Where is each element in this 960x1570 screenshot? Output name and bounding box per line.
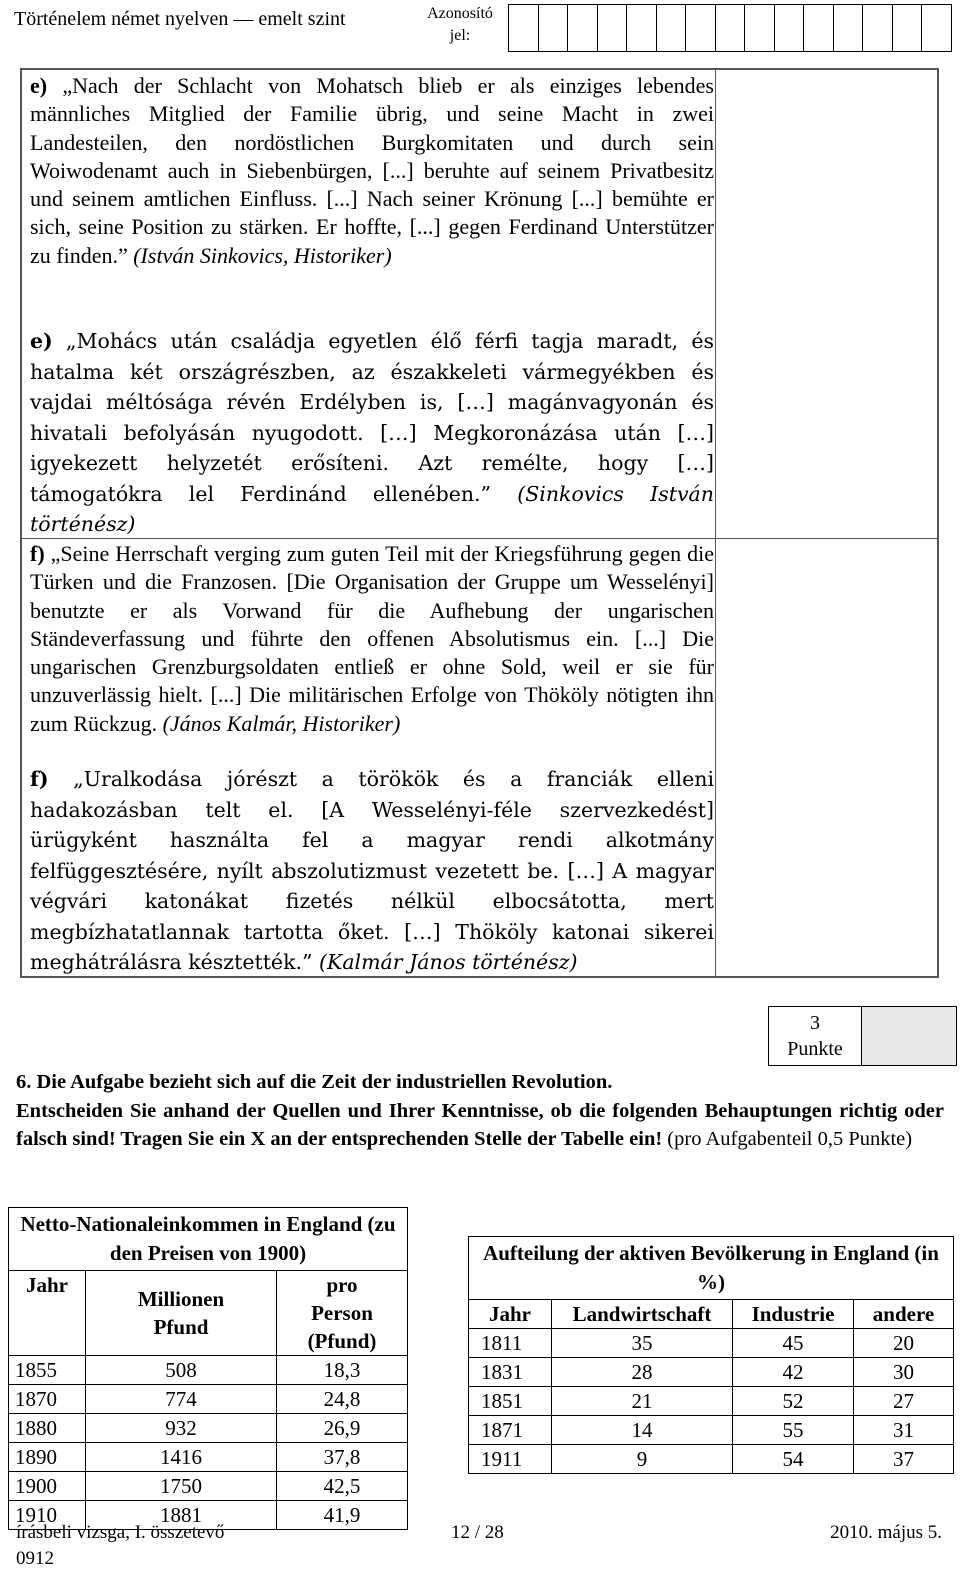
footer-date: 2010. május 5. — [830, 1522, 942, 1543]
task-note: (pro Aufgabenteil 0,5 Punkte) — [662, 1128, 913, 1150]
table-row — [9, 1385, 408, 1414]
cell-industry: 45 — [733, 1329, 854, 1358]
cell-year: 1831 — [469, 1358, 552, 1387]
cell-agriculture: 14 — [552, 1416, 733, 1445]
source-letter: f) — [30, 541, 45, 566]
id-box[interactable] — [598, 5, 628, 51]
cell-millions: 1750 — [86, 1472, 277, 1501]
id-box[interactable] — [568, 5, 598, 51]
cell-year: 1900 — [9, 1472, 86, 1501]
cell-industry: 54 — [733, 1445, 854, 1474]
id-code-boxes[interactable] — [508, 4, 952, 52]
footer-code: 0912 — [16, 1548, 54, 1569]
id-box[interactable] — [745, 5, 775, 51]
source-letter: e) — [30, 73, 48, 98]
id-box[interactable] — [804, 5, 834, 51]
id-box[interactable] — [834, 5, 864, 51]
id-box[interactable] — [716, 5, 746, 51]
cell-millions: 1881 — [86, 1501, 277, 1530]
column-header: pro Person (Pfund) — [277, 1271, 408, 1356]
source-e-hungarian — [30, 326, 714, 540]
table-row — [9, 1414, 408, 1443]
table-row — [469, 1416, 954, 1445]
id-box[interactable] — [539, 5, 569, 51]
cell-year: 1871 — [469, 1416, 552, 1445]
task-instruction: Entscheiden Sie anhand der Quellen und Ihrer Kenntnisse, ob die folgenden Behauptungen richtig oder falsch sind! Tragen Sie ein X an der entsprechenden Stelle der Tabelle ein! — [16, 1099, 944, 1150]
source-text: „Uralkodása jórészt a törökök és a franciák elleni hadakozásban telt el. [A Wesselényi-féle szervezkedést] ürügyként használta fel a magyar rendi alkotmány felfüggesztésére, nyílt abszolutizmust vezetett be. […] A magyar végvári katonákat fizetés nélkül elbocsátotta, mert megbízhatatlannak tartotta őket. […] Thököly katonai sikerei meghátrálásra késztették.” — [30, 767, 714, 974]
column-header: andere — [854, 1300, 954, 1329]
cell-year: 1870 — [9, 1385, 86, 1414]
points-unit: Punkte — [787, 1038, 843, 1060]
cell-other: 31 — [854, 1416, 954, 1445]
cell-year: 1911 — [469, 1445, 552, 1474]
cell-agriculture: 21 — [552, 1387, 733, 1416]
source-attribution: (János Kalmár, Historiker) — [162, 710, 401, 736]
income-table — [8, 1207, 408, 1530]
cell-year: 1890 — [9, 1443, 86, 1472]
population-table — [468, 1236, 954, 1474]
id-box[interactable] — [627, 5, 657, 51]
points-value: 3 — [810, 1012, 820, 1034]
source-attribution: (István Sinkovics, Historiker) — [133, 242, 392, 268]
cell-per-person: 18,3 — [277, 1356, 408, 1385]
cell-industry: 42 — [733, 1358, 854, 1387]
points-box — [768, 1006, 957, 1066]
table-row — [469, 1387, 954, 1416]
cell-agriculture: 35 — [552, 1329, 733, 1358]
source-letter: f) — [30, 767, 49, 791]
source-text: „Seine Herrschaft verging zum guten Teil mit der Kriegsführung gegen die Türken und die Franzosen. [Die Organisation der Gruppe um Wesselényi] benutzte er als Vorwand für die Aufhebung der ungarischen Ständeverfassung und führte den offenen Absolutismus ein. [...] Die ungarischen Grenzburgsoldaten entließ er ohne Sold, weil er sie für unzuverlässig hielt. [...] Die militärischen Erfolge von Thököly nötigten ihn zum Rückzug. — [30, 541, 714, 736]
footer-exam-label: írásbeli vizsga, I. összetevő — [16, 1522, 225, 1543]
points-score-field[interactable] — [862, 1007, 956, 1065]
cell-per-person: 42,5 — [277, 1472, 408, 1501]
cell-per-person: 24,8 — [277, 1385, 408, 1414]
source-f-hungarian — [30, 764, 714, 978]
id-box[interactable] — [893, 5, 923, 51]
table-caption: Netto-Nationaleinkommen in England (zu den Preisen von 1900) — [9, 1208, 408, 1271]
column-header: Jahr — [9, 1271, 86, 1356]
row-divider — [22, 538, 937, 539]
source-text: „Nach der Schlacht von Mohatsch blieb er als einziges lebendes männliches Mitglied der Familie übrig, und seine Macht in zwei Landesteilen, den nordöstlichen Burgkomitaten und durch sein Woiwodenamt auch in Siebenbürgen, [...] beruhte auf seinem Privatbesitz und seinem amtlichen Einfluss. [...] Nach seiner Krönung [...] bemühte er sich, seine Position zu stärken. Er hoffte, [...] gegen Ferdinand Unterstützer zu finden.” — [30, 73, 714, 268]
table-row — [469, 1445, 954, 1474]
cell-millions: 1416 — [86, 1443, 277, 1472]
task-description — [16, 1068, 944, 1154]
cell-other: 27 — [854, 1387, 954, 1416]
table-row — [9, 1472, 408, 1501]
footer-page-number: 12 / 28 — [451, 1522, 504, 1543]
column-header: Millionen Pfund — [86, 1271, 277, 1356]
table-row — [469, 1329, 954, 1358]
id-box[interactable] — [509, 5, 539, 51]
source-text: „Mohács után családja egyetlen élő férfi tagja maradt, és hatalma két országrészben, az északkeleti vármegyékben és vajdai méltósága révén Erdélyben is, […] magánvagyonán és hivatali befolyásán nyugodott. […] Megkoronázása után […] igyekezett helyzetét erősíteni. Azt remélte, hogy […] támogatókra lel Ferdinánd ellenében.” — [30, 329, 714, 506]
cell-per-person: 37,8 — [277, 1443, 408, 1472]
table-row — [9, 1443, 408, 1472]
cell-other: 20 — [854, 1329, 954, 1358]
cell-millions: 508 — [86, 1356, 277, 1385]
id-box[interactable] — [922, 5, 952, 51]
cell-other: 30 — [854, 1358, 954, 1387]
id-label-line2: jel: — [449, 27, 471, 44]
cell-industry: 52 — [733, 1387, 854, 1416]
id-label — [418, 3, 502, 47]
cell-year: 1880 — [9, 1414, 86, 1443]
id-box[interactable] — [775, 5, 805, 51]
cell-millions: 932 — [86, 1414, 277, 1443]
column-header: Industrie — [733, 1300, 854, 1329]
points-label — [769, 1007, 862, 1065]
cell-agriculture: 9 — [552, 1445, 733, 1474]
column-header: Landwirtschaft — [552, 1300, 733, 1329]
table-caption: Aufteilung der aktiven Bevölkerung in England (in %) — [469, 1237, 954, 1300]
cell-millions: 774 — [86, 1385, 277, 1414]
cell-year: 1910 — [9, 1501, 86, 1530]
cell-year: 1851 — [469, 1387, 552, 1416]
cell-other: 37 — [854, 1445, 954, 1474]
source-f-german — [30, 540, 714, 738]
id-box[interactable] — [686, 5, 716, 51]
source-attribution: (Kalmár János történész) — [319, 950, 578, 974]
task-instruction-block — [16, 1097, 944, 1154]
column-divider — [715, 70, 716, 976]
cell-year: 1855 — [9, 1356, 86, 1385]
id-box[interactable] — [863, 5, 893, 51]
cell-year: 1811 — [469, 1329, 552, 1358]
id-label-line1: Azonosító — [427, 5, 493, 22]
cell-agriculture: 28 — [552, 1358, 733, 1387]
cell-per-person: 26,9 — [277, 1414, 408, 1443]
table-row — [469, 1358, 954, 1387]
cell-industry: 55 — [733, 1416, 854, 1445]
column-header: Jahr — [469, 1300, 552, 1329]
table-row — [9, 1356, 408, 1385]
task-title: 6. Die Aufgabe bezieht sich auf die Zeit der industriellen Revolution. — [16, 1071, 613, 1093]
source-attribution: (Sinkovics István történész) — [30, 481, 714, 536]
cell-per-person: 41,9 — [277, 1501, 408, 1530]
source-letter: e) — [30, 329, 53, 353]
source-e-german — [30, 72, 714, 270]
header-title: Történelem német nyelven — emelt szint — [14, 8, 346, 30]
id-box[interactable] — [657, 5, 687, 51]
sources-table — [20, 68, 939, 978]
